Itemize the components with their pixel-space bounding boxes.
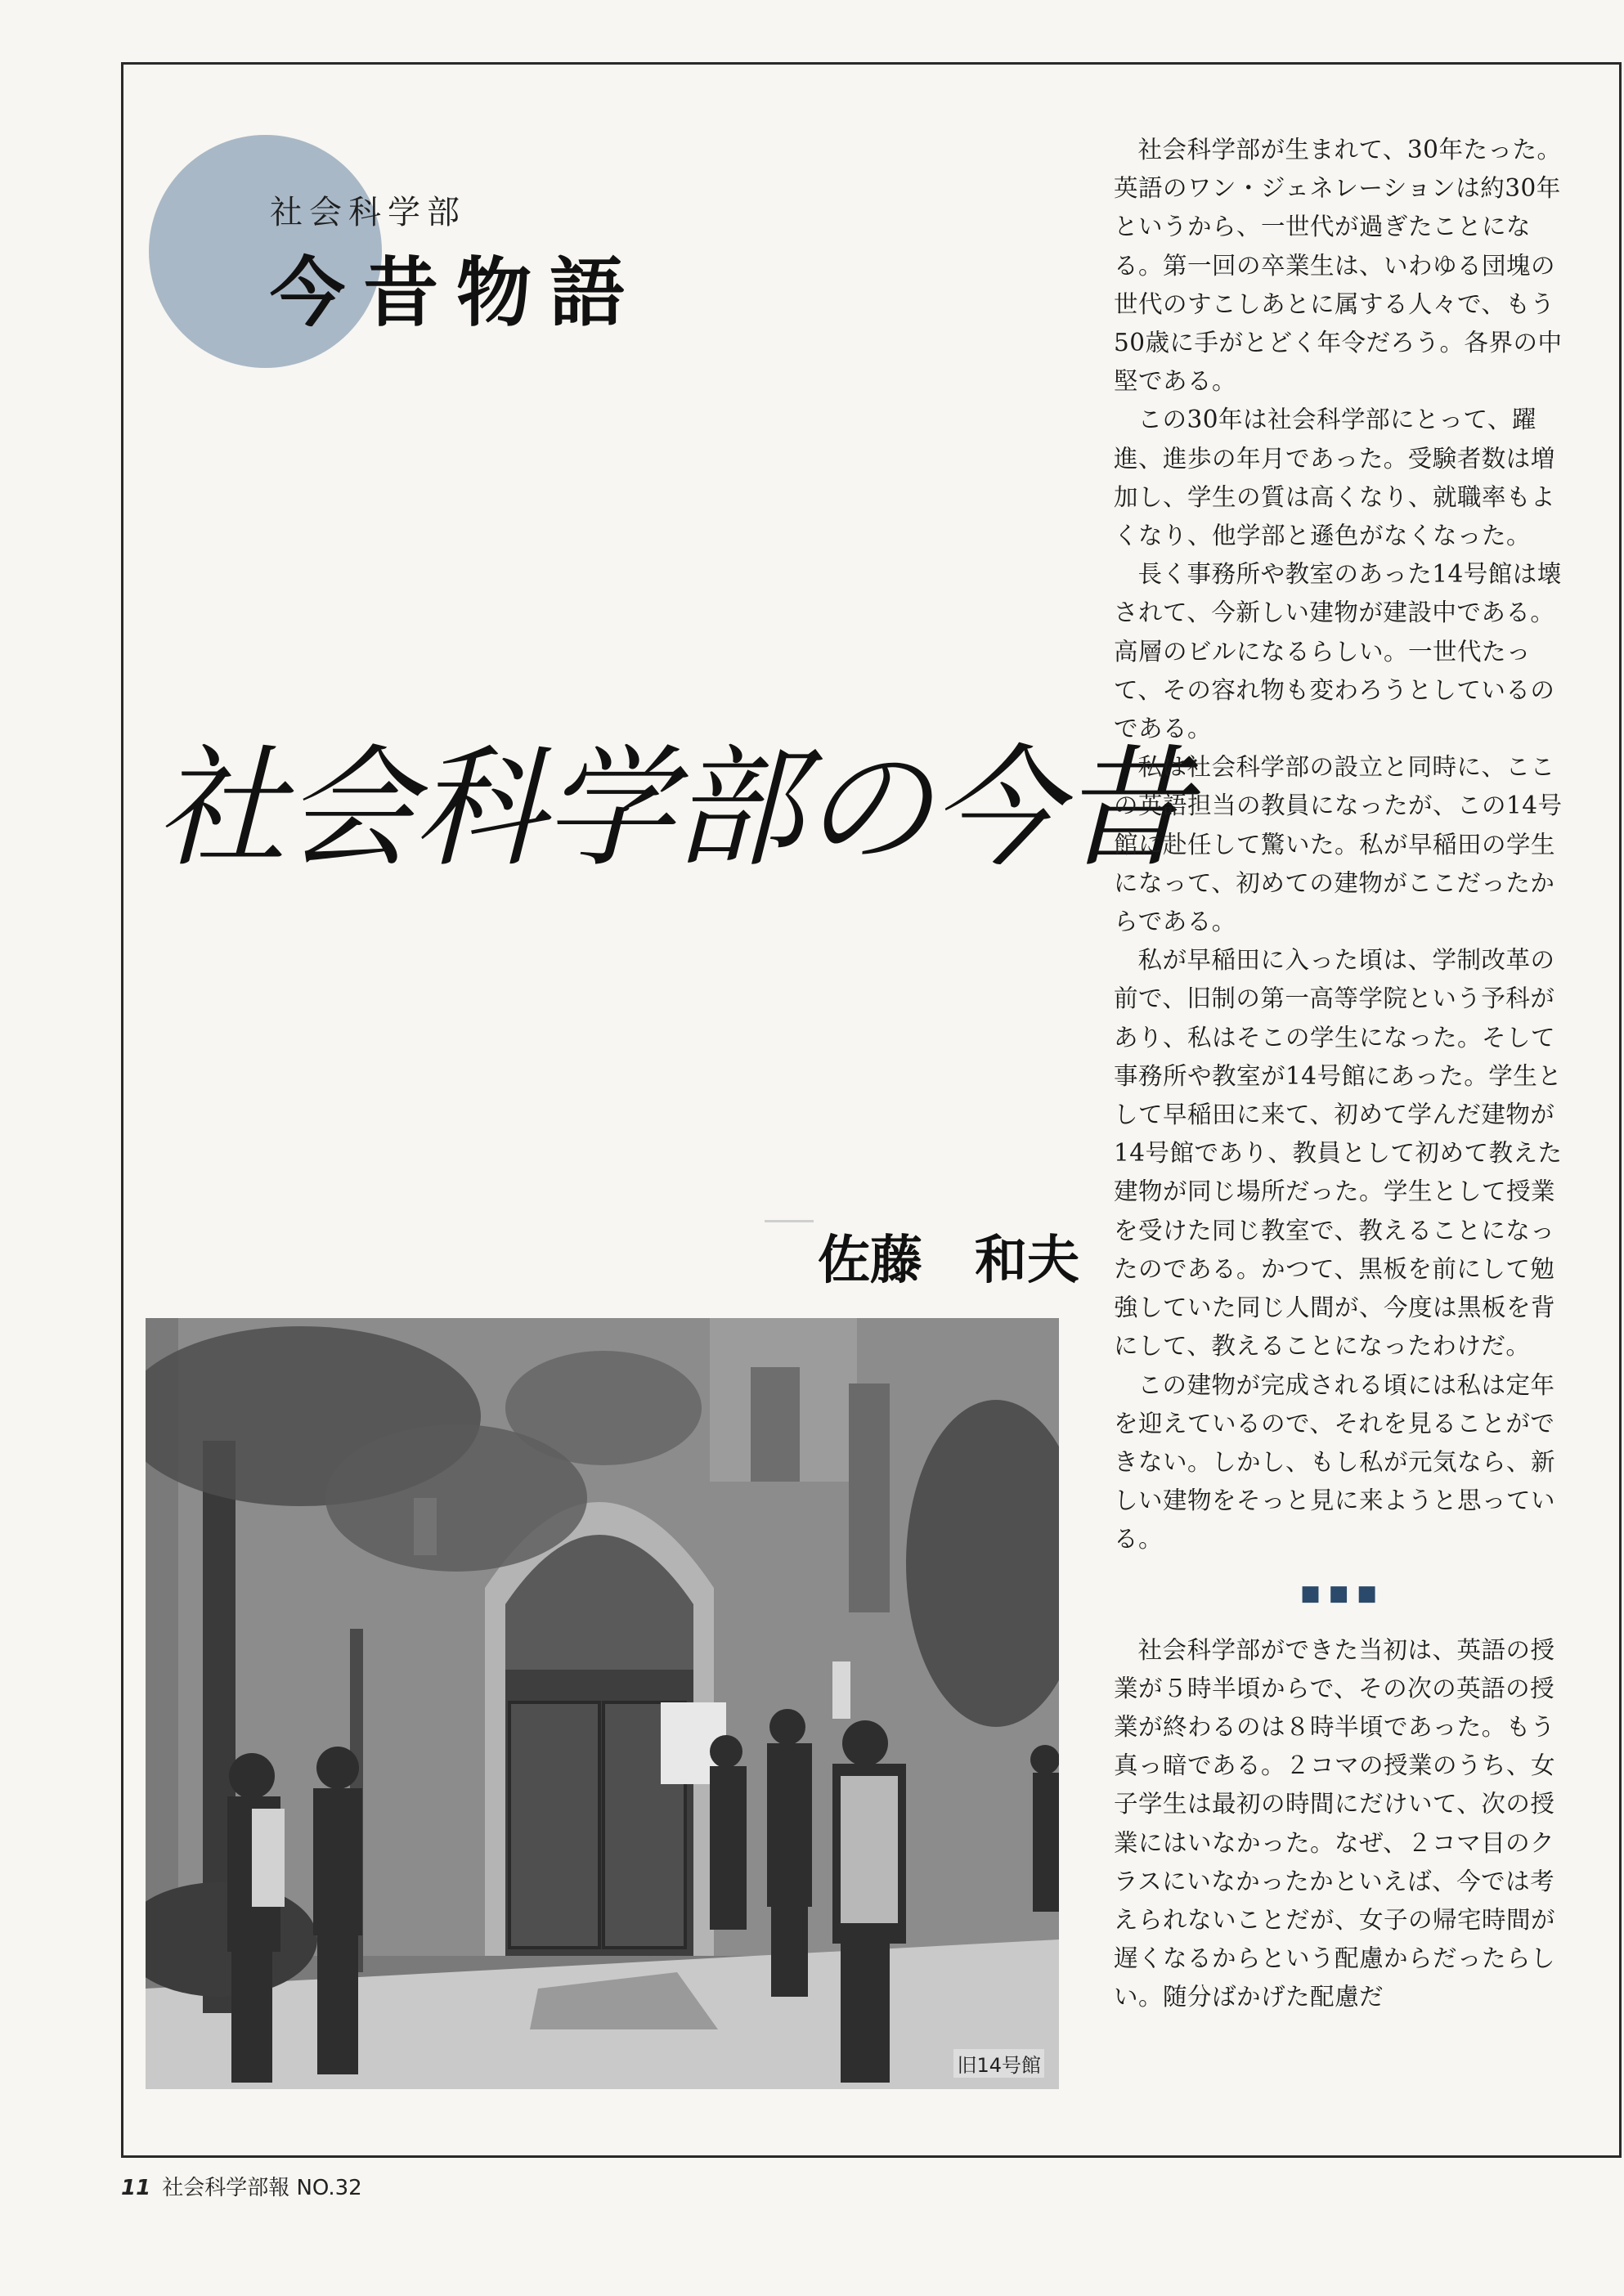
body-paragraph: 長く事務所や教室のあった14号館は壊されて、今新しい建物が建設中である。高層のビルになるらしい。一世代たって、その容れ物も変わろうとしているのである。 bbox=[1114, 560, 1562, 743]
body-paragraph: 社会科学部が生まれて、30年たった。英語のワン・ジェネレーションは約30年というから、一世代が過ぎたことになる。第一回の卒業生は、いわゆる団塊の世代のすこしあとに属する人々で、もう50歳に手がとどく年令だろう。各界の中堅である。 bbox=[1114, 136, 1563, 396]
body-paragraph: この30年は社会科学部にとって、躍進、進歩の年月であった。受験者数は増加し、学生の質は高くなり、就職率もよくなり、他学部と遜色がなくなった。 bbox=[1114, 406, 1556, 550]
photo-illustration bbox=[146, 1318, 1059, 2089]
page-number: 11 bbox=[121, 2176, 151, 2200]
body-paragraph: 社会科学部ができた当初は、英語の授業が５時半頃からで、その次の英語の授業が終わるのは８時半頃であった。もう真っ暗である。２コマの授業のうち、女子学生は最初の時間にだけいて、次の授業にはいなかった。なぜ、２コマ目のクラスにいなかったかといえば、今では考えられないことだが、女子の帰宅時間が遅くなるからという配慮からだったらしい。随分ばかげた配慮だ bbox=[1114, 1635, 1556, 2011]
body-paragraph: 私が早稲田に入った頃は、学制改革の前で、旧制の第一高等学院という予科があり、私はそこの学生になった。そして事務所や教室が14号館にあった。学生として早稲田に来て、初めて学んだ建物が14号館であり、教員として初めて教えた建物が同じ場所だった。学生として授業を受けた同じ教室で、教えることになったのである。かつて、黒板を前にして勉強していた同じ人間が、今度は黒板を背にして、教えることになったわけだ。 bbox=[1114, 946, 1563, 1361]
body-paragraph: この建物が完成される頃には私は定年を迎えているので、それを見ることができない。しかし、もし私が元気なら、新しい建物をそっと見に来ようと思っている。 bbox=[1114, 1370, 1556, 1554]
article-body bbox=[1114, 131, 1572, 2017]
building-photo bbox=[146, 1318, 1059, 2089]
section-separator: ■■■ bbox=[1300, 1581, 1385, 1606]
page-footer bbox=[121, 2171, 362, 2201]
article-title: 社会科学部の今昔 bbox=[155, 732, 1190, 885]
publication-name: 社会科学部報 NO.32 bbox=[162, 2176, 362, 2200]
body-paragraph: 私は社会科学部の設立と同時に、ここの英語担当の教員になったが、この14号館に赴任して驚いた。私が早稲田の学生になって、初めての建物がここだったからである。 bbox=[1114, 753, 1563, 936]
photo-caption: 旧14号館 bbox=[953, 2049, 1044, 2078]
series-subtitle: 社会科学部 bbox=[270, 194, 466, 231]
series-title: 今昔物語 bbox=[270, 249, 644, 337]
author-name: 佐藤 和夫 bbox=[818, 1230, 1079, 1291]
author-rule bbox=[765, 1220, 814, 1222]
